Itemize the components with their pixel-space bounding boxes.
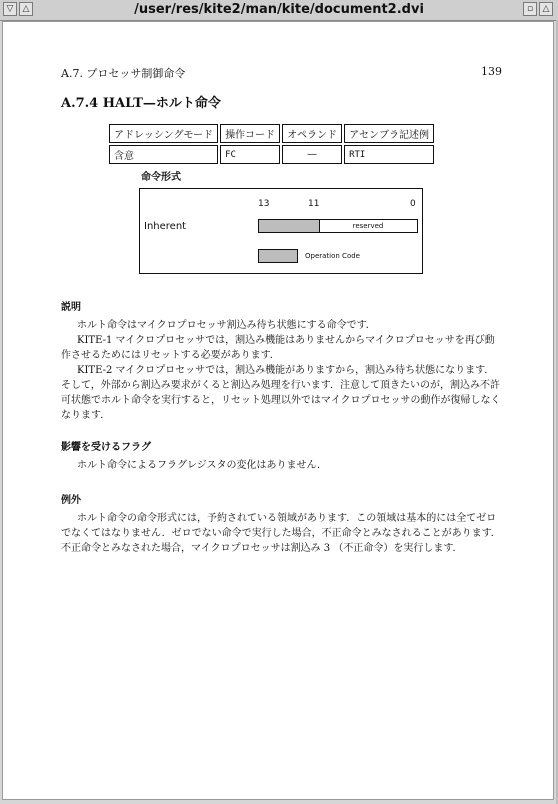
description-paragraph-2: KITE-1 マイクロプロセッサでは，割込み機能はありませんからマイクロプロセッサを再び動作させるためにはリセットする必要があります． [61,335,495,361]
table-cell: 含意 [109,145,218,164]
dvi-page[interactable] [2,21,554,800]
legend-swatch [258,249,298,263]
table-header-cell: 操作コード [220,124,280,143]
table-header-cell: オペランド [282,124,342,143]
table-header-cell: アセンブラ記述例 [344,124,434,143]
window-title: /user/res/kite2/man/kite/document2.dvi [134,2,424,17]
window-maximize-button[interactable]: △ [19,2,33,16]
page-number: 139 [481,65,502,78]
window-menu-button[interactable]: ▽ [3,2,17,16]
description-paragraph-3: KITE-2 マイクロプロセッサでは，割込み機能がありますから，割込み待ち状態になります．そして，外部から割込み要求がくると割込み処理を行います．注意して頂きたいのが，割込み不許可状態でホルト命令を実行すると，リセット処理以外ではマイクロプロセッサの動作が復帰しなくなります． [61,365,501,421]
addressing-mode-table [107,122,436,166]
table-header-cell: アドレッシングモード [109,124,218,143]
table-cell: — [282,145,342,164]
table-cell: RTI [344,145,434,164]
instruction-bit-field [258,219,418,233]
legend-label: Operation Code [305,252,360,260]
format-mode-label: Inherent [144,221,187,232]
section-title: A.7.4 HALT—ホルト命令 [61,96,221,111]
bit-label-11: 11 [308,199,320,209]
bit-label-0: 0 [410,199,416,209]
running-header: A.7. プロセッサ制御命令 [61,67,186,80]
exceptions-paragraph: ホルト命令の命令形式には，予約されている領域があります．この領域は基本的には全てゼロでなくてはなりません．ゼロでない命令で実行した場合，不正命令とみなされることがあります．不正命令とみなされた場合，マイクロプロセッサは割込み 3 （不正命令）を実行します． [61,513,501,554]
instruction-format-diagram [139,188,423,274]
exceptions-heading: 例外 [61,495,81,506]
window-titlebar[interactable] [0,0,558,21]
flags-heading: 影響を受けるフラグ [61,442,151,453]
reserved-field: reserved [352,222,384,230]
description-heading: 説明 [61,302,81,313]
window-raise-button[interactable]: △ [539,2,553,16]
window-minimize-button[interactable]: ▫ [523,2,537,16]
flags-paragraph: ホルト命令によるフラグレジスタの変化はありません． [77,460,328,471]
description-paragraph-1: ホルト命令はマイクロプロセッサ割込み待ち状態にする命令です． [77,320,376,331]
format-heading: 命令形式 [141,172,181,183]
table-row [109,145,434,164]
opcode-field [259,220,320,232]
table-header-row [109,124,434,143]
table-cell: FC [220,145,280,164]
bit-label-13: 13 [258,199,270,209]
